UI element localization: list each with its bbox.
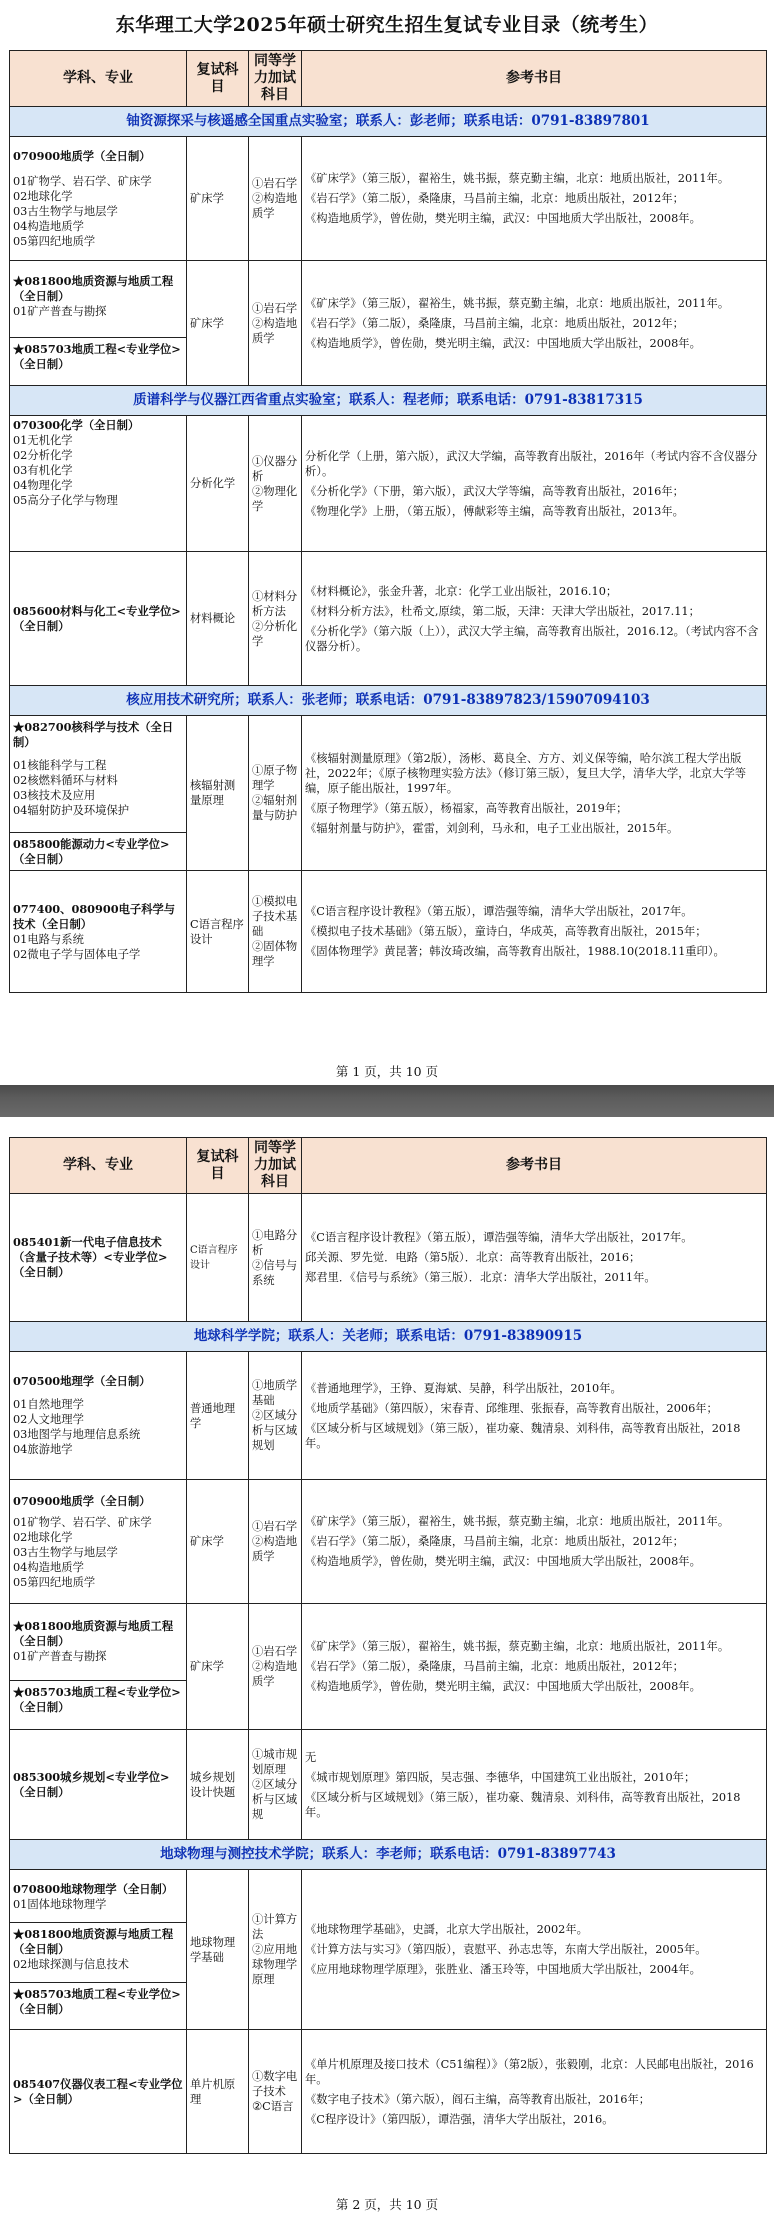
table-row [10,716,767,871]
major-cell [10,1194,187,1322]
major-name: 085407仪器仪表工程<专业学位>（全日制） [13,2076,183,2106]
direction: 04旅游地学 [13,1443,73,1456]
book-entry: 《构造地质学》，曾佐勋，樊光明主编，武汉：中国地质大学出版社，2008年。 [305,1680,701,1693]
reference-books [302,1604,767,1730]
direction: 01无机化学 [13,434,73,447]
major-cell [10,871,187,993]
direction: 04构造地质学 [13,1560,84,1574]
exam-subject: 核辐射测量原理 [187,716,249,871]
section-row [10,686,767,716]
extra-subjects: ①原子物理学 ②辐射剂量与防护 [249,716,302,871]
direction: 01矿产普查与勘探 [13,305,107,318]
major-name: ★081800地质资源与地质工程（全日制） [13,274,174,303]
header-books: 参考书目 [302,51,767,107]
major-name: ★085703地质工程<专业学位>（全日制） [13,1684,181,1714]
exam-subject: 矿床学 [187,261,249,386]
book-entry: 《矿床学》（第三版），翟裕生，姚书振，蔡克勤主编，北京：地质出版社，2011年。 [305,296,730,310]
book-entry: 《材料概论》，张金升著，北京：化学工业出版社，2016.10； [305,584,618,598]
direction: 03古生物学与地层学 [13,1545,118,1559]
extra-subjects: ①岩石学 ②构造地质学 [249,1480,302,1604]
section-title: 地球物理与测控技术学院；联系人：李老师；联系电话：0791-83897743 [10,1840,767,1870]
exam-subject: 矿床学 [187,137,249,261]
section-row [10,386,767,416]
reference-books [302,1480,767,1604]
table-row [10,1194,767,1322]
header-exam: 复试科目 [187,1138,249,1194]
catalog-table-page1 [9,50,767,993]
header-extra: 同等学力加试科目 [249,1138,302,1194]
book-entry: 《矿床学》（第三版），翟裕生，姚书振，蔡克勤主编，北京：地质出版社，2011年。 [305,1640,730,1653]
table-row [10,1870,767,2030]
header-major: 学科、专业 [10,1138,187,1194]
major-cell [10,1730,187,1840]
table-header [10,51,767,107]
direction: 01矿产普查与勘探 [13,1649,107,1663]
direction: 01固体地球物理学 [13,1898,107,1911]
book-entry: 《原子物理学》（第五版），杨福家，高等教育出版社，2019年； [305,801,628,815]
table-header [10,1138,767,1194]
table-row [10,137,767,261]
reference-books [302,1730,767,1840]
book-entry: 分析化学（上册，第六版），武汉大学编，高等教育出版社，2016年（考试内容不含仪器分析）。 [305,449,758,478]
direction: 02地球化学 [13,1530,73,1544]
book-entry: 《地质学基础》（第四版），宋春青、邱维理、张振春，高等教育出版社，2006年； [305,1401,718,1415]
book-entry: 《矿床学》（第三版），翟裕生，姚书振，蔡克勤主编，北京：地质出版社，2011年。 [305,172,730,185]
direction: 03有机化学 [13,464,73,477]
book-entry: 《核辐射测量原理》（第2版），汤彬、葛良全、方方、刘义保等编，哈尔滨工程大学出版社，2022年；《原子核物理实验方法》（修订第三版），复旦大学，清华大学，北京大学等编，原子能出版社，1997年。 [305,751,747,795]
book-entry: 《岩石学》（第二版），桑隆康，马昌前主编，北京：地质出版社，2012年； [305,316,684,330]
major-name: 085600材料与化工<专业学位>（全日制） [13,603,181,633]
extra-subjects: ①仪器分析 ②物理化学 [249,416,302,552]
major-name: 085800能源动力<专业学位>（全日制） [13,836,170,866]
section-title: 核应用技术研究所；联系人：张老师；联系电话：0791-83897823/15907094103 [10,686,767,716]
exam-subject: 城乡规划设计快题 [187,1730,249,1840]
major-name: 070900地质学（全日制） [13,1493,151,1508]
extra-subjects: ①电路分析 ②信号与系统 [249,1194,302,1322]
reference-books [302,871,767,993]
reference-books [302,1194,767,1322]
table-row [10,1604,767,1730]
direction: 02地球探测与信息技术 [13,1958,130,1971]
exam-subject: 地球物理学基础 [187,1870,249,2030]
book-entry: 《物理化学》上册，（第五版），傅献彩等主编，高等教育出版社，2013年。 [305,504,684,518]
table-row [10,1730,767,1840]
direction: 02核燃料循环与材料 [13,773,118,787]
reference-books [302,552,767,686]
section-title: 质谱科学与仪器江西省重点实验室；联系人：程老师；联系电话：0791-83817315 [10,386,767,416]
book-entry: 《C程序设计》（第四版），谭浩强，清华大学出版社，2016。 [305,2112,614,2126]
table-row [10,871,767,993]
table-row [10,2030,767,2154]
major-cell [10,137,187,261]
major-name: 085401新一代电子信息技术（含量子技术等）<专业学位>（全日制） [13,1235,168,1279]
extra-subjects: ①城市规划原理 ②区域分析与区域规 [249,1730,302,1840]
major-name: 085300城乡规划<专业学位>（全日制） [13,1769,170,1799]
direction: 03古生物学与地层学 [13,204,118,218]
table-row [10,552,767,686]
major-cell [10,261,187,386]
exam-subject: 矿床学 [187,1604,249,1730]
book-entry: 《单片机原理及接口技术（C51编程）》（第2版），张毅刚，北京：人民邮电出版社，2016年。 [305,2057,754,2086]
extra-subjects: ①岩石学 ②构造地质学 [249,261,302,386]
reference-books [302,137,767,261]
major-name: ★085703地质工程<专业学位>（全日制） [13,342,181,371]
exam-subject: 单片机原理 [187,2030,249,2154]
major-cell [10,2030,187,2154]
extra-subjects: ①材料分析方法 ②分析化学 [249,552,302,686]
reference-books [302,416,767,552]
book-entry: 《岩石学》（第二版），桑隆康，马昌前主编，北京：地质出版社，2012年； [305,1660,684,1673]
major-name: 070500地理学（全日制） [13,1374,151,1388]
reference-books [302,1352,767,1480]
major-cell [10,1352,187,1480]
major-name: 077400、080900电子科学与技术（全日制） [13,901,176,931]
header-extra: 同等学力加试科目 [249,51,302,107]
major-cell [10,416,187,552]
book-entry: 《辐射剂量与防护》，霍雷，刘剑利，马永和，电子工业出版社，2015年。 [305,821,679,835]
book-entry: 《区域分析与区域规划》（第三版），崔功豪、魏清泉、刘科伟，高等教育出版社，2018年。 [305,1421,741,1450]
book-entry: 《C语言程序设计教程》（第五版），谭浩强等编，清华大学出版社，2017年。 [305,1231,693,1244]
direction: 04构造地质学 [13,219,84,233]
book-entry: 《构造地质学》，曾佐勋，樊光明主编，武汉：中国地质大学出版社，2008年。 [305,212,701,225]
section-title: 铀资源探采与核遥感全国重点实验室；联系人：彭老师；联系电话：0791-83897801 [10,107,767,137]
major-name: 070300化学（全日制） [13,418,140,432]
extra-subjects: ①计算方法 ②应用地球物理学原理 [249,1870,302,2030]
major-name: ★082700核科学与技术（全日制） [13,719,174,749]
direction: 02人文地理学 [13,1413,84,1426]
major-cell [10,552,187,686]
book-entry: 无 [305,1750,317,1764]
book-entry: 《构造地质学》，曾佐勋，樊光明主编，武汉：中国地质大学出版社，2008年。 [305,1555,701,1568]
table-row [10,1352,767,1480]
direction: 02地球化学 [13,189,73,203]
major-cell [10,1870,187,2030]
section-row [10,107,767,137]
book-entry: 《城市规划原理》第四版，吴志强、李德华，中国建筑工业出版社，2010年； [305,1770,696,1784]
extra-subjects: ①模拟电子技术基础 ②固体物理学 [249,871,302,993]
book-entry: 《矿床学》（第三版），翟裕生，姚书振，蔡克勤主编，北京：地质出版社，2011年。 [305,1515,730,1528]
extra-subjects: ①数字电子技术 ②C语言 [249,2030,302,2154]
header-major: 学科、专业 [10,51,187,107]
major-name: 070900地质学（全日制） [13,148,151,163]
reference-books [302,716,767,871]
exam-subject: 分析化学 [187,416,249,552]
extra-subjects: ①地质学基础 ②区域分析与区域规划 [249,1352,302,1480]
section-title: 地球科学学院；联系人：关老师；联系电话：0791-83890915 [10,1322,767,1352]
exam-subject: 材料概论 [187,552,249,686]
book-entry: 《应用地球物理学原理》，张胜业、潘玉玲等，中国地质大学出版社，2004年。 [305,1963,701,1976]
direction: 03地图学与地理信息系统 [13,1428,141,1441]
book-entry: 《模拟电子技术基础》（第五版），童诗白，华成英，高等教育出版社，2015年； [305,925,707,938]
direction: 02分析化学 [13,449,73,462]
direction: 01电路与系统 [13,932,84,946]
direction: 05第四纪地质学 [13,234,96,248]
major-name: 070800地球物理学（全日制） [13,1882,174,1896]
page-separator [0,1085,774,1117]
direction: 01自然地理学 [13,1398,84,1411]
book-entry: 《数字电子技术》（第六版），阎石主编，高等教育出版社，2016年； [305,2092,651,2106]
page-footer: 第 1 页，共 10 页 [335,1064,439,1079]
direction: 01矿物学、岩石学、矿床学 [13,174,152,188]
major-cell [10,1480,187,1604]
book-entry: 《岩石学》（第二版），桑隆康，马昌前主编，北京：地质出版社，2012年； [305,1535,684,1548]
book-entry: 《岩石学》（第二版），桑隆康，马昌前主编，北京：地质出版社，2012年； [305,192,684,205]
book-entry: 《材料分析方法》，杜希文,原续，第二版，天津：天津大学出版社，2017.11； [305,604,700,618]
book-entry: 郑君里．《信号与系统》（第三版）．北京：清华大学出版社，2011年。 [305,1271,656,1284]
direction: 02微电子学与固体电子学 [13,947,141,961]
book-entry: 《计算方法与实习》（第四版），袁慰平、孙志忠等，东南大学出版社，2005年。 [305,1943,707,1956]
exam-subject: C语言程序设计 [187,871,249,993]
reference-books [302,261,767,386]
table-row [10,1480,767,1604]
direction: 04辐射防护及环境保护 [13,803,130,817]
book-entry: 《分析化学》（下册，第六版），武汉大学等编，高等教育出版社，2016年； [305,484,684,498]
direction: 01核能科学与工程 [13,758,107,772]
header-books: 参考书目 [302,1138,767,1194]
major-name: ★081800地质资源与地质工程（全日制） [13,1927,174,1956]
direction: 01矿物学、岩石学、矿床学 [13,1515,152,1529]
section-row [10,1322,767,1352]
direction: 05高分子化学与物理 [13,494,118,507]
book-entry: 《分析化学》（第六版（上）），武汉大学主编，高等教育出版社，2016.12。（考试内容不含仪器分析）。 [305,624,759,653]
major-name: ★081800地质资源与地质工程（全日制） [13,1618,174,1648]
exam-subject: 矿床学 [187,1480,249,1604]
page-footer: 第 2 页，共 10 页 [335,2197,439,2212]
book-entry: 邱关源、罗先觉．电路（第5版）．北京：高等教育出版社，2016； [305,1251,641,1264]
exam-subject: 普通地理学 [187,1352,249,1480]
document-title: 东华理工大学2025年硕士研究生招生复试专业目录（统考生） [115,14,659,36]
book-entry: 《构造地质学》，曾佐勋，樊光明主编，武汉：中国地质大学出版社，2008年。 [305,336,701,350]
section-row [10,1840,767,1870]
direction: 04物理化学 [13,479,73,492]
table-row [10,416,767,552]
direction: 05第四纪地质学 [13,1575,96,1589]
reference-books [302,1870,767,2030]
book-entry: 《普通地理学》，王铮、夏海斌、吴静，科学出版社，2010年。 [305,1381,622,1395]
direction: 03核技术及应用 [13,788,96,802]
document-page-1 [0,0,774,1085]
major-cell [10,1604,187,1730]
exam-subject: C语言程序设计 [187,1194,249,1322]
extra-subjects: ①岩石学 ②构造地质学 [249,1604,302,1730]
reference-books [302,2030,767,2154]
catalog-table-page2 [9,1137,767,2154]
book-entry: 《固体物理学》黄昆著；韩汝琦改编，高等教育出版社，1988.10(2018.11重印）。 [305,945,725,958]
book-entry: 《地球物理学基础》，史謌，北京大学出版社，2002年。 [305,1923,588,1936]
major-cell [10,716,187,871]
book-entry: 《C语言程序设计教程》（第五版），谭浩强等编，清华大学出版社，2017年。 [305,905,693,918]
table-row [10,261,767,386]
extra-subjects: ①岩石学 ②构造地质学 [249,137,302,261]
header-exam: 复试科目 [187,51,249,107]
major-name: ★085703地质工程<专业学位>（全日制） [13,1987,181,2016]
book-entry: 《区域分析与区域规划》（第三版），崔功豪、魏清泉、刘科伟，高等教育出版社，2018年。 [305,1790,741,1819]
document-page-2 [0,1117,774,2215]
